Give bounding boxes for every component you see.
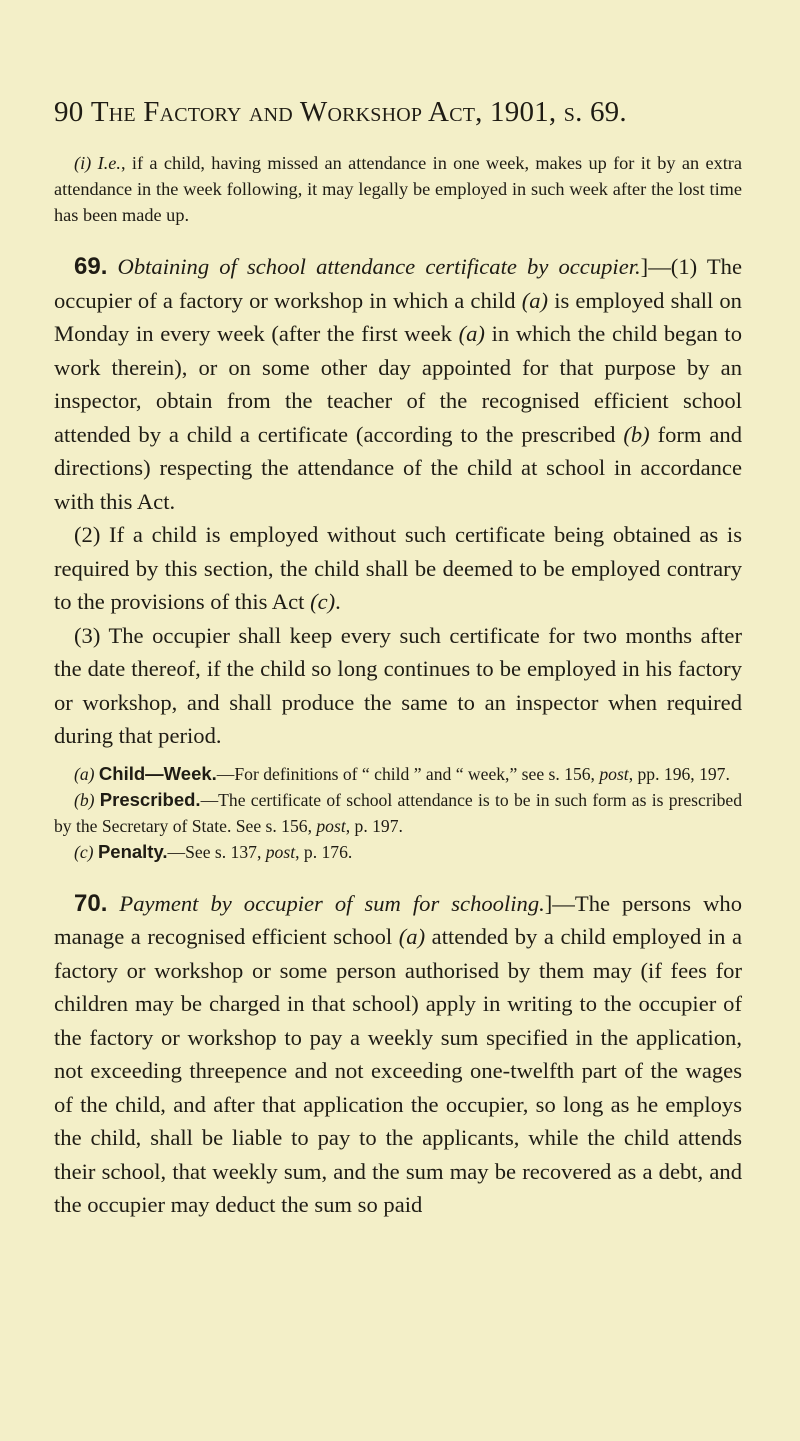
note-i-marker: (i) — [74, 153, 92, 173]
footnote-c — [54, 839, 742, 865]
section-69-sub2: (2) If a child is employed without such certificate being obtained as is required by this section, the child shall be deemed to be employed contrary to the provisions of this Act (c). — [54, 522, 742, 614]
footnote-a-tail: , pp. 196, 197. — [628, 763, 730, 784]
section-70 — [54, 887, 742, 1222]
note-i-ie: I.e. — [97, 153, 121, 173]
running-title: The Factory and Workshop Act, 1901, s. 69. — [90, 96, 627, 128]
note-i — [54, 150, 742, 228]
footnote-a-text: —For definitions of “ child ” and “ week,” see s. 156, — [216, 763, 600, 784]
section-70-number: 70. — [74, 889, 108, 917]
section-69-sub1-d: form and directions) respecting the attendance of the child at school in accordance with this Act. — [54, 421, 742, 514]
page-number: 90 — [54, 96, 84, 128]
footnote-b-marker: (b) — [74, 789, 95, 810]
footnote-b-post: post — [316, 815, 346, 836]
note-i-text: , if a child, having missed an attendance in one week, makes up for it by an extra attendance in the week following, it may legally be employed in such week after the lost time has been made up. — [54, 153, 742, 225]
section-70-ref-a: (a) — [398, 924, 426, 949]
ref-a-1: (a) — [521, 287, 549, 313]
footnote-b — [54, 787, 742, 839]
section-69-sub1-c: in which the child began to work therein), or on some other day appointed for that purpose by an inspector, obtain from the teacher of the recognised efficient school attended by a child a certificate (according to the prescribed — [54, 321, 743, 447]
footnote-b-head: Prescribed. — [99, 788, 201, 810]
ref-b: (b) — [623, 421, 650, 447]
running-head — [54, 96, 756, 129]
footnote-c-tail: , p. 176. — [295, 841, 353, 862]
footnote-b-tail: , p. 197. — [345, 815, 403, 836]
footnote-a-head: Child—Week. — [98, 762, 217, 784]
footnote-c-text: —See s. 137, — [167, 841, 266, 862]
page-content — [54, 150, 742, 1222]
footnote-c-marker: (c) — [74, 841, 94, 862]
footnote-a — [54, 761, 742, 787]
footnote-b-text: —The certificate of school attendance is to be in such form as is prescribed by the Secretary of State. See s. 156, — [54, 789, 742, 836]
ref-c: (c) — [310, 589, 336, 614]
section-69-sub2-text: (2) If a child is employed without such certificate being obtained as is required by this section, the child shall be deemed to be employed contrary to the provisions of this Act — [54, 522, 742, 614]
section-70-text-a: ]—The persons who manage a recognised efficient school — [54, 890, 742, 949]
footnote-c-head: Penalty. — [97, 840, 168, 862]
ref-a-2: (a) — [458, 321, 485, 346]
footnote-a-marker: (a) — [74, 763, 95, 784]
section-70-text-b: attended by a child employed in a factory or workshop or some person authorised by them may (if fees for children may be charged in that school) apply in writing to the occupier of the factory or workshop to pay a weekly sum specified in the application, not exceeding threepence and not exceeding one-twelfth part of the wages of the child, and after that application the occupier, so long as he employs the child, shall be liable to pay to the applicants, while the child attends their school, that weekly sum, and the sum may be recovered as a debt, and the occupier may deduct the sum so paid — [54, 924, 742, 1217]
section-69-number: 69. — [74, 253, 108, 280]
section-70-heading: Payment by occupier of sum for schooling. — [119, 890, 545, 916]
footnote-c-post: post — [265, 841, 296, 862]
section-69-sub1-a: ]—(1) The occupier of a factory or workshop in which a child — [54, 254, 742, 313]
footnote-a-post: post — [599, 763, 629, 784]
section-69-sub1-b: is employed shall on Monday in every week (after the first week — [54, 287, 742, 346]
section-69-heading: Obtaining of school attendance certificate by occupier. — [117, 254, 641, 279]
section-69-sub3: (3) The occupier shall keep every such certificate for two months after the date thereof, if the child so long continues to be employed in his factory or workshop, and shall produce the same to an inspector when required during that period. — [54, 622, 742, 748]
section-69-sub1 — [54, 250, 742, 518]
